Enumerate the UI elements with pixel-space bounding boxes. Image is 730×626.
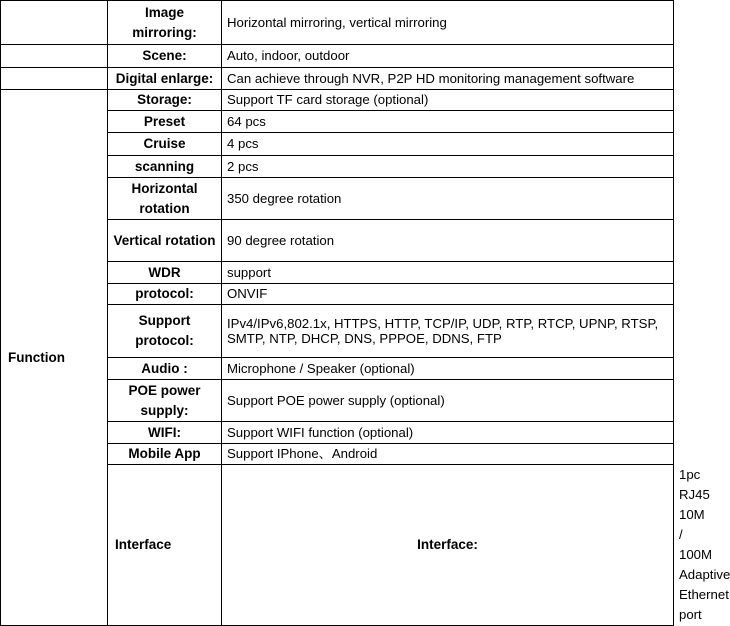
row-value: Horizontal mirroring, vertical mirroring [222, 1, 674, 45]
row-value: Support WIFI function (optional) [222, 422, 674, 444]
row-label: Support protocol: [108, 305, 222, 358]
row-value: support [222, 262, 674, 284]
row-value: 350 degree rotation [222, 178, 674, 220]
table-row [1, 90, 674, 111]
row-label: Cruise [108, 133, 222, 156]
row-value: 2 pcs [222, 156, 674, 178]
row-label: Mobile App [108, 444, 222, 465]
table-row [1, 45, 674, 68]
category-cell-empty [1, 1, 108, 45]
row-value: 4 pcs [222, 133, 674, 156]
category-interface: Interface [108, 465, 222, 626]
row-label: Preset [108, 111, 222, 133]
row-label: POE power supply: [108, 380, 222, 422]
category-function: Function [1, 90, 108, 626]
table-row [1, 68, 674, 90]
row-value: 64 pcs [222, 111, 674, 133]
row-value: IPv4/IPv6,802.1x, HTTPS, HTTP, TCP/IP, UDP, RTP, RTCP, UPNP, RTSP, SMTP, NTP, DHCP, DNS, PPPOE, DDNS, FTP [222, 305, 674, 358]
row-label: Image mirroring: [108, 1, 222, 45]
row-label: WDR [108, 262, 222, 284]
row-label: Storage: [108, 90, 222, 111]
row-value: Auto, indoor, outdoor [222, 45, 674, 68]
row-value: ONVIF [222, 284, 674, 305]
category-cell-empty [1, 45, 108, 68]
category-cell-empty [1, 68, 108, 90]
row-label: scanning [108, 156, 222, 178]
row-label: Scene: [108, 45, 222, 68]
row-label: WIFI: [108, 422, 222, 444]
row-label: Interface: [222, 465, 674, 626]
table-row [1, 1, 674, 45]
row-label: Vertical rotation [108, 220, 222, 262]
table-row: Interface Interface: 1pc RJ45 10M / 100M Adaptive Ethernet port [1, 465, 674, 626]
row-label: Digital enlarge: [108, 68, 222, 90]
row-value: Microphone / Speaker (optional) [222, 358, 674, 380]
row-value: Support TF card storage (optional) [222, 90, 674, 111]
row-label: protocol: [108, 284, 222, 305]
row-value: Support POE power supply (optional) [222, 380, 674, 422]
row-label: Audio : [108, 358, 222, 380]
row-value: 90 degree rotation [222, 220, 674, 262]
row-value: Can achieve through NVR, P2P HD monitoring management software [222, 68, 674, 90]
row-value: Support IPhone、Android [222, 444, 674, 465]
row-label: Horizontal rotation [108, 178, 222, 220]
